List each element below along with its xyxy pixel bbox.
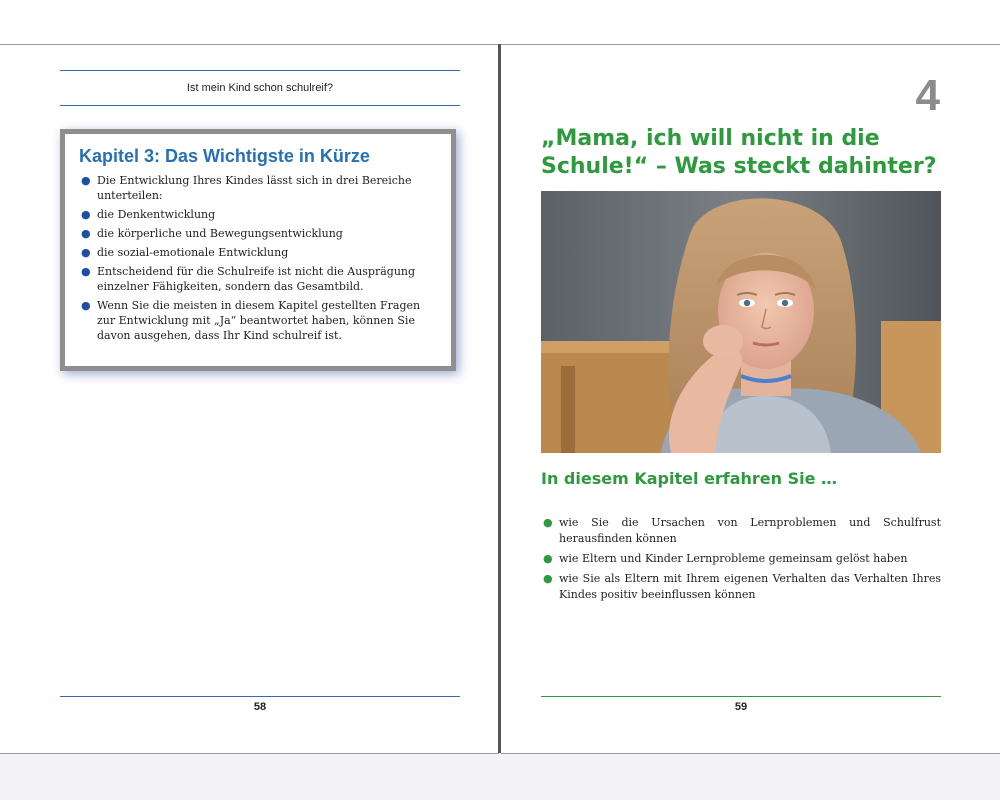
summary-item: ● die Denkentwicklung: [81, 208, 216, 221]
photo-illustration: [541, 191, 941, 453]
bullet-icon: ●: [81, 246, 91, 259]
chapter-number: 4: [915, 71, 940, 120]
preview-item: ● wie Eltern und Kinder Lernprobleme gemeinsam gelöst haben: [543, 552, 908, 565]
viewer-background-bottom: [0, 752, 1000, 800]
chapter-preview-list: [541, 515, 941, 607]
summary-item: ● die sozial-emotionale Entwicklung: [81, 246, 289, 259]
left-page: [0, 44, 499, 754]
summary-item: ● die körperliche und Bewegungsentwicklung: [81, 227, 343, 240]
summary-list: [65, 173, 451, 343]
bullet-icon: ●: [543, 552, 553, 565]
chapter-title: „Mama, ich will nicht in die Schule!“ – Was steckt dahinter?: [541, 126, 937, 179]
bullet-icon: ●: [81, 174, 91, 187]
summary-item: ● Entscheidend für die Schulreife ist nicht die Ausprägung einzelner Fähigkeiten, sondern das Gesamtbild.: [81, 265, 416, 293]
chapter-summary-box: [60, 129, 456, 371]
bullet-icon: ●: [81, 299, 91, 312]
chapter-photo: [541, 191, 941, 453]
running-head: [60, 70, 460, 106]
bullet-icon: ●: [543, 516, 553, 529]
summary-item: ● Wenn Sie die meisten in diesem Kapitel gestellten Fragen zur Entwicklung mit „Ja“ beantwortet haben, können Sie davon ausgehen, dass Ihr Kind schulreif ist.: [81, 299, 421, 342]
page-number-left: 58: [60, 696, 460, 713]
preview-item: ● wie Sie als Eltern mit Ihrem eigenen Verhalten das Verhalten Ihres Kindes positiv beeinflussen können: [543, 572, 941, 601]
bullet-icon: ●: [81, 227, 91, 240]
bullet-icon: ●: [543, 572, 553, 585]
section-heading: In diesem Kapitel erfahren Sie …: [541, 469, 838, 488]
bullet-icon: ●: [81, 208, 91, 221]
bullet-icon: ●: [81, 265, 91, 278]
page-number-right: 59: [541, 696, 941, 713]
right-page: [501, 44, 1000, 754]
running-head-text: Ist mein Kind schon schulreif?: [186, 82, 334, 94]
preview-item: ● wie Sie die Ursachen von Lernproblemen und Schulfrust herausfinden können: [543, 516, 941, 545]
viewer-background-top: [0, 0, 1000, 44]
summary-item: ● Die Entwicklung Ihres Kindes lässt sich in drei Bereiche unterteilen:: [81, 174, 412, 202]
summary-title: Kapitel 3: Das Wichtigste in Kürze: [79, 146, 370, 166]
